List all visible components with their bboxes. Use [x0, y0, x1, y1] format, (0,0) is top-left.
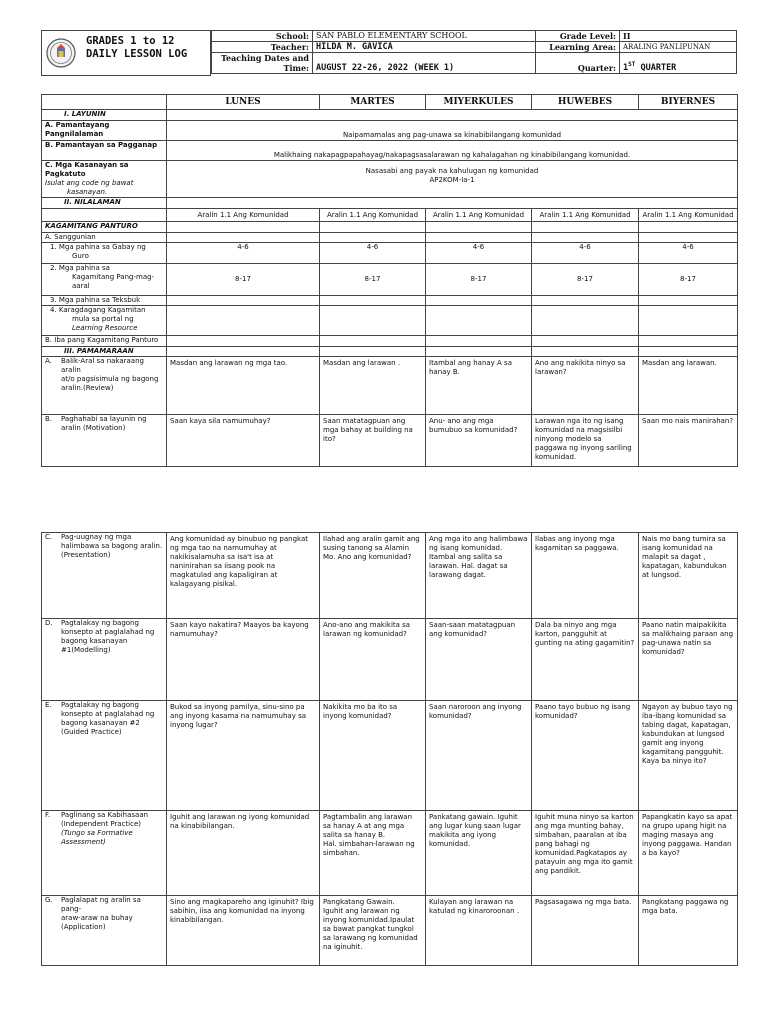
procedure-cell-miyerkules: Saan naroroon ang inyong komunidad? — [426, 701, 532, 811]
procedure-cell-huwebes: Iguhit muna ninyo sa karton ang mga munting bahay, simbahan, paaralan at iba pang bahagi ng komunidad.Pagkatapos ay patayuin ang mga ito gamit ang pandikit. — [532, 811, 639, 896]
procedure-cell-lunes: Saan kaya sila namumuhay? — [167, 415, 320, 467]
content-pamantayan-sa-pagganap: Malikhaing nakapagpapahayag/nakapagsasalarawan ng kahalagahan ng kinabibilangang komunidad. — [167, 141, 738, 161]
procedure-cell-biyernes: Nais mo bang tumira sa isang komunidad na malapit sa dagat , kapatagan, kabundukan at lungsod. — [639, 533, 738, 619]
procedure-cell-lunes: Masdan ang larawan ng mga tao. — [167, 357, 320, 415]
gabay-huwebes: 4-6 — [532, 243, 639, 264]
procedure-row — [42, 357, 738, 415]
procedure-cell-miyerkules: Pankatang gawain. Iguhit ang lugar kung saan lugar makikita ang iyong komunidad. — [426, 811, 532, 896]
kagamitan-miyerkules: 8-17 — [426, 264, 532, 296]
procedure-cell-biyernes: Masdan ang larawan. — [639, 357, 738, 415]
procedure-cell-huwebes: Paano tayo bubuo ng isang komunidad? — [532, 701, 639, 811]
school-label: School: — [212, 31, 313, 42]
procedure-cell-huwebes: Larawan nga ito ng isang komunidad na magsisilbi ninyong modelo sa paggawa ng inyong sariling komunidad. — [532, 415, 639, 467]
label-sanggunian: A. Sanggunian — [42, 233, 167, 243]
procedure-cell-biyernes: Pangkatang paggawa ng mga bata. — [639, 896, 738, 966]
learning-area-value: ARALING PANLIPUNAN — [620, 42, 737, 53]
label-kagamitang-pang-mag-aaral: 2. Mga pahina sa Kagamitang Pang-mag- aaral — [42, 264, 167, 296]
procedure-row — [42, 415, 738, 467]
quarter-label: Quarter: — [536, 53, 620, 74]
procedure-cell-martes: Ilahad ang aralin gamit ang susing tanong sa Alamin Mo. Ano ang komunidad? — [320, 533, 426, 619]
procedure-rows-lower — [42, 533, 738, 966]
procedure-row — [42, 896, 738, 966]
procedure-cell-martes: Ano-ano ang makikita sa larawan ng komunidad? — [320, 619, 426, 701]
label-mga-kasanayan: C. Mga Kasanayan sa Pagkatuto Isulat ang code ng bawat kasanayan. — [42, 161, 167, 198]
label-teksbuk: 3. Mga pahina sa Teksbuk — [42, 296, 167, 306]
label-gabay-ng-guro: 1. Mga pahina sa Gabay ng Guro — [42, 243, 167, 264]
section-layunin: I. LAYUNIN — [42, 110, 167, 121]
procedure-cell-lunes: Bukod sa inyong pamilya, sinu-sino pa ang inyong kasama na namumuhay sa inyong lugar? — [167, 701, 320, 811]
procedure-cell-biyernes: Ngayon ay bubuo tayo ng iba-ibang komunidad sa tabing dagat, kapatagan, kabundukan at lungsod gamit ang inyong kagamitang pangguhit. Kaya ba ninyo ito? — [639, 701, 738, 811]
procedure-row — [42, 619, 738, 701]
nilalaman-biyernes: Aralin 1.1 Ang Komunidad — [639, 209, 738, 222]
procedure-row — [42, 811, 738, 896]
procedure-row — [42, 701, 738, 811]
procedure-cell-miyerkules: Itambal ang hanay A sa hanay B. — [426, 357, 532, 415]
nilalaman-huwebes: Aralin 1.1 Ang Komunidad — [532, 209, 639, 222]
kagamitan-biyernes: 8-17 — [639, 264, 738, 296]
procedure-label: B. Paghahabi sa layunin ng aralin (Motivation) — [42, 415, 167, 467]
procedure-label: C. Pag-uugnay ng mga halimbawa sa bagong aralin. (Presentation) — [42, 533, 167, 619]
gabay-miyerkules: 4-6 — [426, 243, 532, 264]
teacher-label: Teacher: — [212, 42, 313, 53]
procedure-cell-martes: Saan matatagpuan ang mga bahay at building na ito? — [320, 415, 426, 467]
label-pamantayan-sa-pagganap: B. Pamantayan sa Pagganap — [42, 141, 167, 161]
learning-area-label: Learning Area: — [536, 42, 620, 53]
deped-seal-icon — [46, 35, 76, 71]
day-header-martes: MARTES — [320, 95, 426, 110]
label-pamantayang-pangnilalaman: A. Pamantayang Pangnilalaman — [42, 121, 167, 141]
procedure-cell-lunes: Ang komunidad ay binubuo ng pangkat ng mga tao na namumuhay at nakikisalamuha sa isa't isa at naninirahan sa iisang pook na magkatulad ang kapaligiran at kalagayang pisikal. — [167, 533, 320, 619]
day-header-miyerkules: MIYERKULES — [426, 95, 532, 110]
procedure-cell-lunes: Saan kayo nakatira? Maayos ba kayong namumuhay? — [167, 619, 320, 701]
label-learning-resource: 4. Karagdagang Kagamitan mula sa portal ng Learning Resource — [42, 306, 167, 336]
teaching-dates-label: Teaching Dates and Time: — [212, 53, 313, 74]
procedure-label: F. Paglinang sa Kabihasaan (Independent Practice) (Tungo sa Formative Assessment) — [42, 811, 167, 896]
label-iba-pang-kagamitan: B. Iba pang Kagamitang Panturo — [42, 336, 167, 347]
section-pamamaraan: III. PAMAMARAAN — [42, 347, 167, 357]
kagamitan-huwebes: 8-17 — [532, 264, 639, 296]
procedure-cell-biyernes: Paano natin maipakikita sa malikhaing paraan ang pag-unawa natin sa komunidad? — [639, 619, 738, 701]
procedure-cell-huwebes: Ano ang nakikita ninyo sa larawan? — [532, 357, 639, 415]
content-pamantayang-pangnilalaman: Naipamamalas ang pag-unawa sa kinabibilangang komunidad — [167, 121, 738, 141]
day-header-lunes: LUNES — [167, 95, 320, 110]
nilalaman-martes: Aralin 1.1 Ang Komunidad — [320, 209, 426, 222]
procedure-cell-miyerkules: Kulayan ang larawan na katulad ng kinaroroonan . — [426, 896, 532, 966]
procedure-cell-miyerkules: Anu- ano ang mga bumubuo sa komunidad? — [426, 415, 532, 467]
lesson-log-table-lower — [41, 532, 738, 966]
lesson-log-table-upper — [41, 94, 738, 467]
procedure-cell-biyernes: Papangkatin kayo sa apat na grupo upang higit na maging masaya ang inyong paggawa. Handan a ba kayo? — [639, 811, 738, 896]
header-info-table — [211, 30, 737, 74]
procedure-label: D. Pagtalakay ng bagong konsepto at paglalahad ng bagong kasanayan #1(Modelling) — [42, 619, 167, 701]
grade-level-label: Grade Level: — [536, 31, 620, 42]
procedure-cell-huwebes: Pagsasagawa ng mga bata. — [532, 896, 639, 966]
header-title-box — [41, 30, 211, 76]
procedure-rows-upper — [42, 357, 738, 467]
day-header-biyernes: BIYERNES — [639, 95, 738, 110]
procedure-cell-huwebes: Dala ba ninyo ang mga karton, pangguhit at gunting na ating gagamitin? — [532, 619, 639, 701]
gabay-martes: 4-6 — [320, 243, 426, 264]
section-nilalaman: II. NILALAMAN — [42, 198, 167, 209]
kagamitan-lunes: 8-17 — [167, 264, 320, 296]
kagamitan-martes: 8-17 — [320, 264, 426, 296]
procedure-cell-miyerkules: Saan-saan matatagpuan ang komunidad? — [426, 619, 532, 701]
section-kagamitang-panturo: KAGAMITANG PANTURO — [42, 222, 167, 233]
grade-level-value: II — [620, 31, 737, 42]
gabay-biyernes: 4-6 — [639, 243, 738, 264]
page-title: GRADES 1 to 12 DAILY LESSON LOG — [86, 35, 188, 60]
procedure-label: A. Balik-Aral sa nakaraang aralin at/o pagsisimula ng bagong aralin.(Review) — [42, 357, 167, 415]
quarter-value: 1ST QUARTER — [620, 53, 737, 74]
procedure-cell-martes: Masdan ang larawan . — [320, 357, 426, 415]
school-value: SAN PABLO ELEMENTARY SCHOOL — [313, 31, 536, 42]
procedure-cell-martes: Pangkatang Gawain. Iguhit ang larawan ng inyong komunidad.Ipaulat sa bawat pangkat tungkol sa larawang ng komunidad na iginuhit. — [320, 896, 426, 966]
teacher-value: HILDA M. GAVICA — [313, 42, 536, 53]
day-header-huwebes: HUWEBES — [532, 95, 639, 110]
content-mga-kasanayan: Nasasabi ang payak na kahulugan ng komunidad AP2KOM-Ia-1 — [167, 161, 738, 198]
gabay-lunes: 4-6 — [167, 243, 320, 264]
procedure-cell-miyerkules: Ang mga ito ang halimbawa ng isang komunidad. Itambal ang salita sa larawan. Hal. dagat sa larawang dagat. — [426, 533, 532, 619]
procedure-label: G. Paglalapat ng aralin sa pang- araw-araw na buhay (Application) — [42, 896, 167, 966]
nilalaman-lunes: Aralin 1.1 Ang Komunidad — [167, 209, 320, 222]
procedure-label: E. Pagtalakay ng bagong konsepto at paglalahad ng bagong kasanayan #2 (Guided Practice) — [42, 701, 167, 811]
procedure-cell-huwebes: Ilabas ang inyong mga kagamitan sa paggawa. — [532, 533, 639, 619]
procedure-cell-lunes: Sino ang magkapareho ang iginuhit? Ibig sabihin, iisa ang komunidad na inyong kinabibilangan. — [167, 896, 320, 966]
procedure-cell-martes: Nakikita mo ba ito sa inyong komunidad? — [320, 701, 426, 811]
procedure-cell-lunes: Iguhit ang larawan ng iyong komunidad na kinabibilangan. — [167, 811, 320, 896]
procedure-cell-biyernes: Saan mo nais manirahan? — [639, 415, 738, 467]
procedure-cell-martes: Pagtambalin ang larawan sa hanay A at ang mga salita sa hanay B. Hal. simbahan-larawan ng simbahan. — [320, 811, 426, 896]
teaching-dates-value: AUGUST 22-26, 2022 (WEEK 1) — [313, 53, 536, 74]
nilalaman-miyerkules: Aralin 1.1 Ang Komunidad — [426, 209, 532, 222]
procedure-row — [42, 533, 738, 619]
